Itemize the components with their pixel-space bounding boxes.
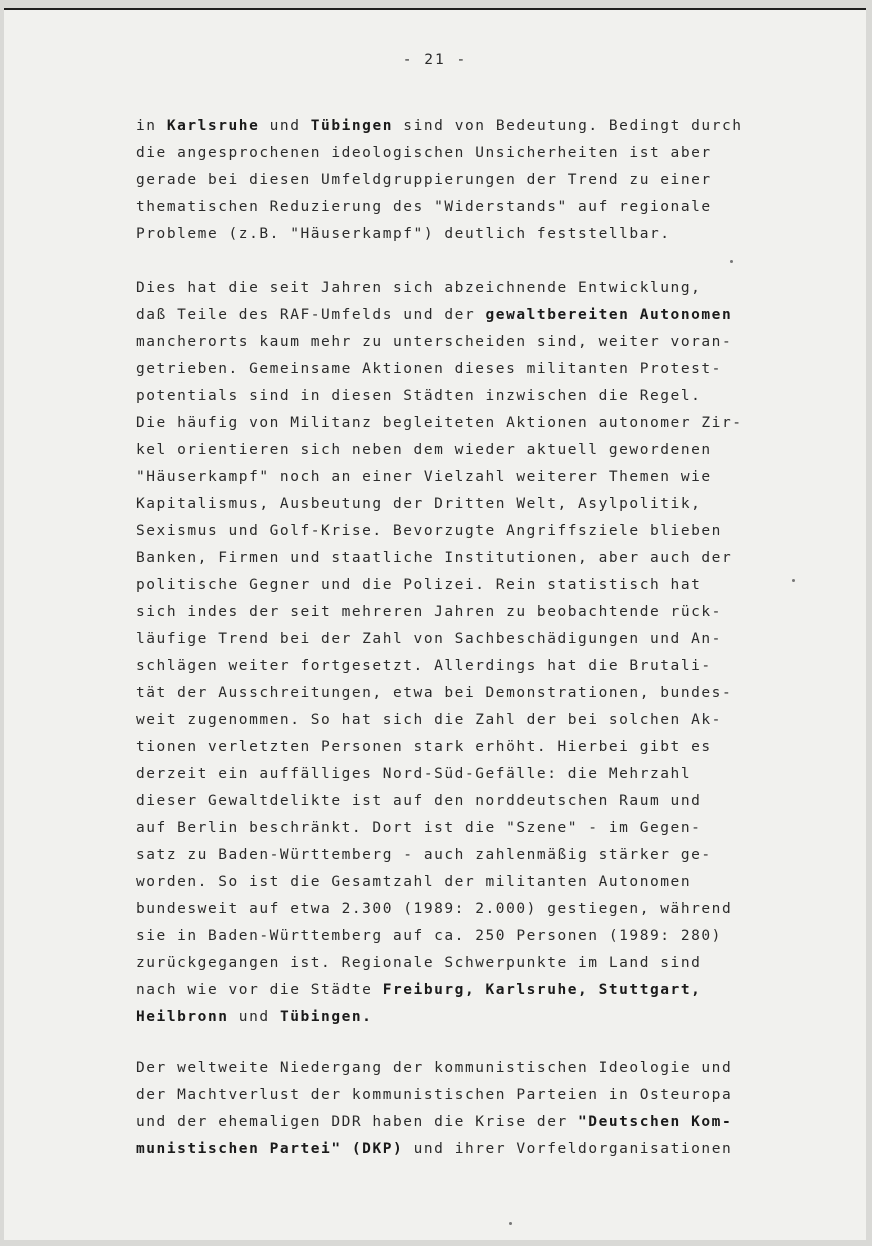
text-line bbox=[136, 194, 776, 221]
text-line bbox=[136, 1004, 776, 1031]
text-run: mancherorts kaum mehr zu unterscheiden sind, weiter voran- bbox=[136, 334, 733, 350]
text-run: die angesprochenen ideologischen Unsicherheiten ist aber bbox=[136, 145, 712, 161]
text-run: satz zu Baden-Württemberg - auch zahlenmäßig stärker ge- bbox=[136, 847, 712, 863]
text-line bbox=[136, 518, 776, 545]
text-run: sie in Baden-Württemberg auf ca. 250 Personen (1989: 280) bbox=[136, 928, 722, 944]
text-line bbox=[136, 221, 776, 248]
text-run: Die häufig von Militanz begleiteten Aktionen autonomer Zir- bbox=[136, 415, 743, 431]
text-run: kel orientieren sich neben dem wieder aktuell gewordenen bbox=[136, 442, 712, 458]
text-line bbox=[136, 167, 776, 194]
bold-text: Tübingen bbox=[310, 118, 394, 134]
text-run: dieser Gewaltdelikte ist auf den norddeutschen Raum und bbox=[136, 793, 702, 809]
text-line bbox=[136, 1136, 776, 1163]
text-run bbox=[342, 1141, 352, 1157]
text-run: sich indes der seit mehreren Jahren zu beobachtende rück- bbox=[136, 604, 722, 620]
document-page bbox=[4, 8, 866, 1240]
paragraph-1 bbox=[136, 113, 776, 248]
scan-speck bbox=[730, 260, 733, 263]
text-run: daß Teile des RAF-Umfelds und der bbox=[136, 307, 486, 323]
bold-text: Freiburg, Karlsruhe, Stuttgart, bbox=[382, 982, 702, 998]
text-run: potentials sind in diesen Städten inzwischen die Regel. bbox=[136, 388, 702, 404]
text-line bbox=[136, 491, 776, 518]
bold-text: munistischen Partei" bbox=[136, 1141, 342, 1157]
page-number: - 21 - bbox=[402, 52, 468, 68]
text-line bbox=[136, 1055, 776, 1082]
text-run: Banken, Firmen und staatliche Institutionen, aber auch der bbox=[136, 550, 733, 566]
text-line bbox=[136, 815, 776, 842]
text-line bbox=[136, 275, 776, 302]
bold-text: Karlsruhe bbox=[166, 118, 260, 134]
paragraph-2 bbox=[136, 275, 776, 1031]
text-line bbox=[136, 707, 776, 734]
text-line bbox=[136, 410, 776, 437]
text-run: nach wie vor die Städte bbox=[136, 982, 383, 998]
text-line bbox=[136, 140, 776, 167]
text-line bbox=[136, 842, 776, 869]
text-run: thematischen Reduzierung des "Widerstands" auf regionale bbox=[136, 199, 712, 215]
text-line bbox=[136, 653, 776, 680]
bold-text: "Deutschen Kom- bbox=[578, 1114, 733, 1130]
text-line bbox=[136, 680, 776, 707]
text-line bbox=[136, 302, 776, 329]
text-run: und bbox=[228, 1009, 280, 1025]
text-line bbox=[136, 788, 776, 815]
text-line bbox=[136, 1109, 776, 1136]
text-line bbox=[136, 464, 776, 491]
text-line bbox=[136, 437, 776, 464]
bold-text: gewaltbereiten Autonomen bbox=[485, 307, 733, 323]
text-line bbox=[136, 329, 776, 356]
text-run: Kapitalismus, Ausbeutung der Dritten Welt, Asylpolitik, bbox=[136, 496, 702, 512]
bold-text: Tübingen. bbox=[279, 1009, 373, 1025]
paragraph-3 bbox=[136, 1055, 776, 1163]
text-run: tionen verletzten Personen stark erhöht. Hierbei gibt es bbox=[136, 739, 712, 755]
scan-speck bbox=[509, 1222, 512, 1225]
text-line bbox=[136, 545, 776, 572]
text-line bbox=[136, 761, 776, 788]
text-run: getrieben. Gemeinsame Aktionen dieses militanten Protest- bbox=[136, 361, 722, 377]
text-line bbox=[136, 113, 776, 140]
text-run: Dies hat die seit Jahren sich abzeichnende Entwicklung, bbox=[136, 280, 702, 296]
text-line bbox=[136, 896, 776, 923]
text-run: Sexismus und Golf-Krise. Bevorzugte Angriffsziele blieben bbox=[136, 523, 722, 539]
text-run: sind von Bedeutung. Bedingt durch bbox=[393, 118, 743, 134]
text-line bbox=[136, 950, 776, 977]
text-run: derzeit ein auffälliges Nord-Süd-Gefälle: die Mehrzahl bbox=[136, 766, 692, 782]
text-line bbox=[136, 1082, 776, 1109]
text-run: Probleme (z.B. "Häuserkampf") deutlich feststellbar. bbox=[136, 226, 671, 242]
bold-text: Heilbronn bbox=[136, 1009, 229, 1025]
text-run: bundesweit auf etwa 2.300 (1989: 2.000) gestiegen, während bbox=[136, 901, 733, 917]
text-line bbox=[136, 923, 776, 950]
text-line bbox=[136, 356, 776, 383]
text-run: schlägen weiter fortgesetzt. Allerdings hat die Brutali- bbox=[136, 658, 712, 674]
text-line bbox=[136, 383, 776, 410]
text-run: auf Berlin beschränkt. Dort ist die "Szene" - im Gegen- bbox=[136, 820, 702, 836]
text-run: läufige Trend bei der Zahl von Sachbeschädigungen und An- bbox=[136, 631, 722, 647]
text-run: und ihrer Vorfeldorganisationen bbox=[403, 1141, 733, 1157]
text-run: Der weltweite Niedergang der kommunistischen Ideologie und bbox=[136, 1060, 733, 1076]
scan-speck bbox=[792, 579, 795, 582]
bold-text: (DKP) bbox=[351, 1141, 404, 1157]
text-run: worden. So ist die Gesamtzahl der militanten Autonomen bbox=[136, 874, 692, 890]
text-line bbox=[136, 572, 776, 599]
text-run: politische Gegner und die Polizei. Rein statistisch hat bbox=[136, 577, 702, 593]
text-run: und bbox=[259, 118, 311, 134]
text-line bbox=[136, 599, 776, 626]
text-run: in bbox=[136, 118, 167, 134]
text-run: tät der Ausschreitungen, etwa bei Demonstrationen, bundes- bbox=[136, 685, 733, 701]
text-line bbox=[136, 626, 776, 653]
text-run: weit zugenommen. So hat sich die Zahl der bei solchen Ak- bbox=[136, 712, 722, 728]
text-line bbox=[136, 734, 776, 761]
text-run: der Machtverlust der kommunistischen Parteien in Osteuropa bbox=[136, 1087, 733, 1103]
text-run: "Häuserkampf" noch an einer Vielzahl weiterer Themen wie bbox=[136, 469, 712, 485]
text-line bbox=[136, 977, 776, 1004]
text-run: zurückgegangen ist. Regionale Schwerpunkte im Land sind bbox=[136, 955, 702, 971]
text-run: und der ehemaligen DDR haben die Krise der bbox=[136, 1114, 579, 1130]
text-run: gerade bei diesen Umfeldgruppierungen der Trend zu einer bbox=[136, 172, 712, 188]
text-line bbox=[136, 869, 776, 896]
